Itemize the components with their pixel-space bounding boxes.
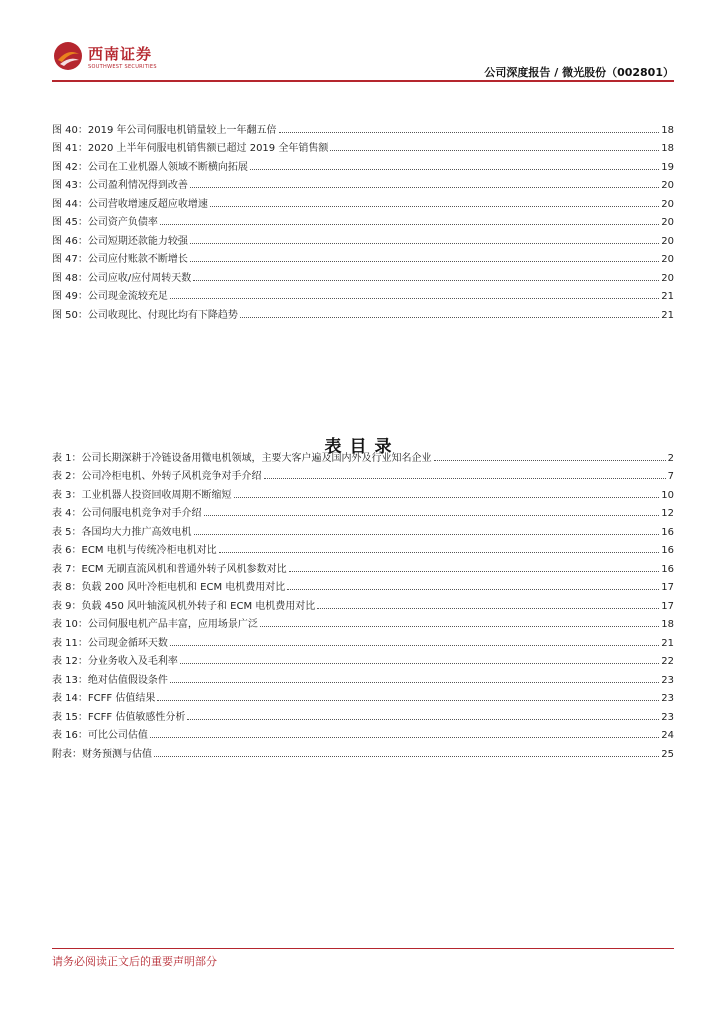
toc-entry[interactable]: [52, 284, 674, 303]
toc-entry[interactable]: [52, 649, 674, 668]
page-header: [52, 38, 674, 80]
toc-entry[interactable]: [52, 482, 674, 501]
toc-entry-label: 表 2：公司冷柜电机、外转子风机竞争对手介绍: [52, 471, 262, 482]
toc-entry-page: 7: [667, 471, 674, 482]
toc-entry-label: 图 45：公司资产负债率: [52, 217, 158, 228]
toc-entry[interactable]: [52, 154, 674, 173]
toc-leader-dots: [190, 260, 659, 262]
toc-entry[interactable]: [52, 501, 674, 520]
toc-entry[interactable]: [52, 612, 674, 631]
toc-entry-page: 10: [661, 489, 674, 501]
toc-entry[interactable]: [52, 117, 674, 136]
toc-entry-page: 16: [661, 526, 674, 538]
toc-leader-dots: [250, 168, 659, 170]
toc-entry-page: 24: [661, 730, 674, 741]
toc-leader-dots: [317, 607, 659, 609]
toc-entry[interactable]: [52, 686, 674, 705]
toc-leader-dots: [234, 496, 660, 498]
toc-entry[interactable]: [52, 445, 674, 464]
toc-entry-page: 18: [661, 143, 674, 154]
toc-leader-dots: [194, 533, 660, 535]
toc-entry-label: 表 12：分业务收入及毛利率: [52, 656, 178, 667]
toc-entry[interactable]: [52, 741, 674, 760]
toc-entry-page: 20: [661, 272, 674, 284]
toc-entry-label: 表 1：公司长期深耕于冷链设备用微电机领域，主要大客户遍及国内外及行业知名企业: [52, 452, 432, 464]
toc-entry[interactable]: [52, 136, 674, 155]
toc-entry[interactable]: [52, 191, 674, 210]
footer-notice: 请务必阅读正文后的重要声明部分: [52, 955, 217, 968]
toc-entry[interactable]: [52, 593, 674, 612]
toc-leader-dots: [219, 551, 660, 553]
toc-entry[interactable]: [52, 228, 674, 247]
toc-leader-dots: [170, 297, 659, 299]
toc-leader-dots: [240, 316, 659, 318]
toc-entry-page: 20: [661, 235, 674, 247]
toc-entry[interactable]: [52, 247, 674, 266]
toc-entry-page: 12: [661, 508, 674, 519]
table-section-title: 表目录: [324, 437, 400, 457]
toc-leader-dots: [187, 718, 659, 720]
toc-leader-dots: [193, 279, 659, 281]
toc-entry-page: 2: [667, 452, 674, 464]
toc-entry-label: 表 7：ECM 无刷直流风机和普通外转子风机参数对比: [52, 563, 287, 575]
company-logo: [52, 40, 212, 76]
toc-entry-label: 表 9：负载 450 风叶轴流风机外转子和 ECM 电机费用对比: [52, 600, 316, 612]
toc-entry-page: 20: [661, 198, 674, 210]
toc-entry[interactable]: [52, 575, 674, 594]
toc-entry-page: 16: [661, 545, 674, 556]
toc-entry-label: 图 41：2020 上半年伺服电机销售额已超过 2019 全年销售额: [52, 143, 329, 154]
toc-entry-label: 图 47：公司应付账款不断增长: [52, 254, 188, 265]
toc-entry[interactable]: [52, 173, 674, 192]
toc-entry-label: 表 15：FCFF 估值敏感性分析: [52, 711, 186, 723]
table-list: [52, 445, 674, 760]
toc-entry[interactable]: [52, 302, 674, 321]
toc-entry[interactable]: [52, 538, 674, 557]
toc-entry-label: 表 6：ECM 电机与传统冷柜电机对比: [52, 545, 217, 556]
toc-entry-label: 图 40：2019 年公司伺服电机销量较上一年翻五倍: [52, 124, 277, 136]
toc-entry[interactable]: [52, 667, 674, 686]
toc-leader-dots: [190, 186, 659, 188]
toc-entry-label: 表 11：公司现金循环天数: [52, 637, 168, 649]
header-divider: [52, 80, 674, 82]
toc-entry-page: 17: [661, 582, 674, 593]
toc-entry-page: 19: [661, 161, 674, 173]
toc-entry-page: 20: [661, 217, 674, 228]
toc-entry[interactable]: [52, 630, 674, 649]
toc-entry-label: 图 48：公司应收/应付周转天数: [52, 272, 192, 284]
toc-entry-page: 18: [661, 124, 674, 136]
toc-entry[interactable]: [52, 210, 674, 229]
toc-entry-page: 23: [661, 674, 674, 686]
toc-entry-page: 21: [661, 637, 674, 649]
toc-entry[interactable]: [52, 723, 674, 742]
toc-entry-page: 21: [661, 291, 674, 302]
toc-entry[interactable]: [52, 556, 674, 575]
toc-entry-label: 图 49：公司现金流较充足: [52, 291, 168, 302]
toc-entry-label: 表 13：绝对估值假设条件: [52, 674, 168, 686]
toc-leader-dots: [157, 699, 659, 701]
logo-english-name: SOUTHWEST SECURITIES: [88, 64, 157, 70]
toc-entry-label: 表 8：负载 200 风叶冷柜电机和 ECM 电机费用对比: [52, 582, 286, 593]
toc-leader-dots: [210, 205, 659, 207]
toc-leader-dots: [170, 644, 659, 646]
footer-divider: [52, 948, 674, 949]
toc-entry-label: 表 4：公司伺服电机竞争对手介绍: [52, 508, 202, 519]
toc-leader-dots: [289, 570, 660, 572]
toc-leader-dots: [180, 662, 659, 664]
report-title: 公司深度报告 / 微光股份（002801）: [484, 66, 674, 79]
toc-entry-page: 18: [661, 619, 674, 630]
toc-entry-page: 20: [661, 254, 674, 265]
toc-entry-label: 图 43：公司盈利情况得到改善: [52, 180, 188, 191]
toc-entry-page: 21: [661, 309, 674, 321]
toc-entry-page: 17: [661, 600, 674, 612]
toc-entry[interactable]: [52, 519, 674, 538]
toc-entry-label: 图 44：公司营收增速反超应收增速: [52, 198, 208, 210]
toc-entry-label: 表 10：公司伺服电机产品丰富，应用场景广泛: [52, 619, 258, 630]
toc-entry[interactable]: [52, 265, 674, 284]
toc-entry-page: 22: [661, 656, 674, 667]
toc-leader-dots: [190, 242, 659, 244]
toc-entry-label: 附表：财务预测与估值: [52, 748, 152, 760]
logo-mark-icon: [52, 40, 84, 72]
toc-entry-page: 20: [661, 180, 674, 191]
toc-entry-page: 23: [661, 711, 674, 723]
toc-entry[interactable]: [52, 704, 674, 723]
toc-leader-dots: [287, 588, 659, 590]
toc-entry-page: 25: [661, 748, 674, 760]
toc-entry-label: 表 3：工业机器人投资回收周期不断缩短: [52, 489, 232, 501]
toc-entry-label: 图 46：公司短期还款能力较强: [52, 235, 188, 247]
toc-entry-label: 图 50：公司收现比、付现比均有下降趋势: [52, 309, 238, 321]
toc-leader-dots: [204, 514, 660, 516]
toc-leader-dots: [170, 681, 659, 683]
figure-list: [52, 117, 674, 321]
toc-entry-label: 表 14：FCFF 估值结果: [52, 693, 156, 704]
toc-entry-label: 表 16：可比公司估值: [52, 730, 148, 741]
toc-entry-label: 图 42：公司在工业机器人领域不断横向拓展: [52, 161, 248, 173]
toc-leader-dots: [279, 131, 660, 133]
toc-leader-dots: [260, 625, 659, 627]
toc-entry[interactable]: [52, 464, 674, 483]
toc-leader-dots: [264, 477, 666, 479]
logo-chinese-name: 西南证券: [88, 45, 153, 63]
toc-entry-label: 表 5：各国均大力推广高效电机: [52, 526, 192, 538]
toc-leader-dots: [154, 755, 659, 757]
toc-leader-dots: [160, 223, 659, 225]
toc-leader-dots: [330, 149, 659, 151]
toc-leader-dots: [434, 459, 666, 461]
toc-entry-page: 16: [661, 563, 674, 575]
toc-leader-dots: [150, 736, 659, 738]
toc-entry-page: 23: [661, 693, 674, 704]
